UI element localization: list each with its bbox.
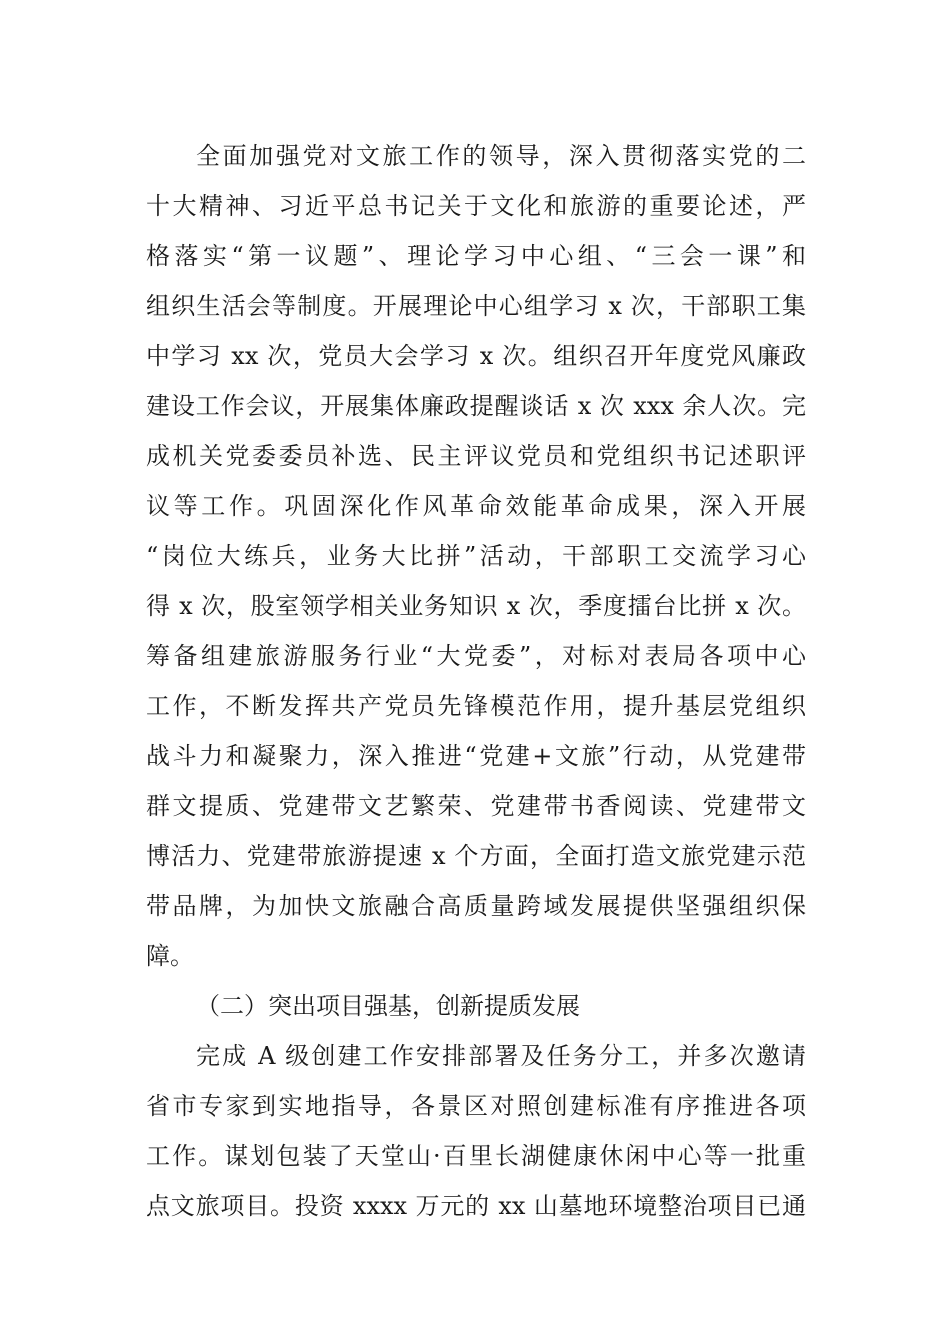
paragraph-line: “岗位大练兵，业务大比拼”活动，干部职工交流学习心 [146, 542, 806, 570]
paragraph-line: 中学习 xx 次，党员大会学习 x 次。组织召开年度党风廉政 [146, 342, 806, 370]
paragraph-line: 建设工作会议，开展集体廉政提醒谈话 x 次 xxx 余人次。完 [146, 392, 806, 420]
paragraph-line: 博活力、党建带旅游提速 x 个方面，全面打造文旅党建示范 [146, 842, 806, 870]
paragraph-line: 格落实“第一议题”、理论学习中心组、“三会一课”和 [146, 242, 806, 270]
paragraph-line: 组织生活会等制度。开展理论中心组学习 x 次，干部职工集 [146, 292, 806, 320]
section-heading: （二）突出项目强基，创新提质发展 [196, 992, 580, 1020]
paragraph-projects [146, 1031, 806, 1231]
paragraph-line: 带品牌，为加快文旅融合高质量跨域发展提供坚强组织保 [146, 892, 806, 920]
paragraph-line: 省市专家到实地指导，各景区对照创建标准有序推进各项 [146, 1092, 806, 1120]
paragraph-line: 障。 [146, 942, 194, 970]
paragraph-line: 十大精神、习近平总书记关于文化和旅游的重要论述，严 [146, 192, 806, 220]
document-body [146, 131, 806, 1231]
paragraph-line: 战斗力和凝聚力，深入推进“党建+文旅”行动，从党建带 [146, 742, 806, 770]
paragraph-line: 完成 A 级创建工作安排部署及任务分工，并多次邀请 [196, 1042, 806, 1070]
paragraph-party-leadership [146, 131, 806, 981]
paragraph-line: 议等工作。巩固深化作风革命效能革命成果，深入开展 [146, 492, 806, 520]
paragraph-line: 成机关党委委员补选、民主评议党员和党组织书记述职评 [146, 442, 806, 470]
paragraph-line: 筹备组建旅游服务行业“大党委”，对标对表局各项中心 [146, 642, 806, 670]
paragraph-line: 工作。谋划包装了天堂山·百里长湖健康休闲中心等一批重 [146, 1142, 806, 1170]
paragraph-line: 群文提质、党建带文艺繁荣、党建带书香阅读、党建带文 [146, 792, 806, 820]
paragraph-line: 得 x 次，股室领学相关业务知识 x 次，季度擂台比拼 x 次。 [146, 592, 806, 620]
paragraph-line: 点文旅项目。投资 xxxx 万元的 xx 山墓地环境整治项目已通 [146, 1192, 806, 1220]
paragraph-line: 工作，不断发挥共产党员先锋模范作用，提升基层党组织 [146, 692, 806, 720]
paragraph-line: 全面加强党对文旅工作的领导，深入贯彻落实党的二 [196, 142, 806, 170]
